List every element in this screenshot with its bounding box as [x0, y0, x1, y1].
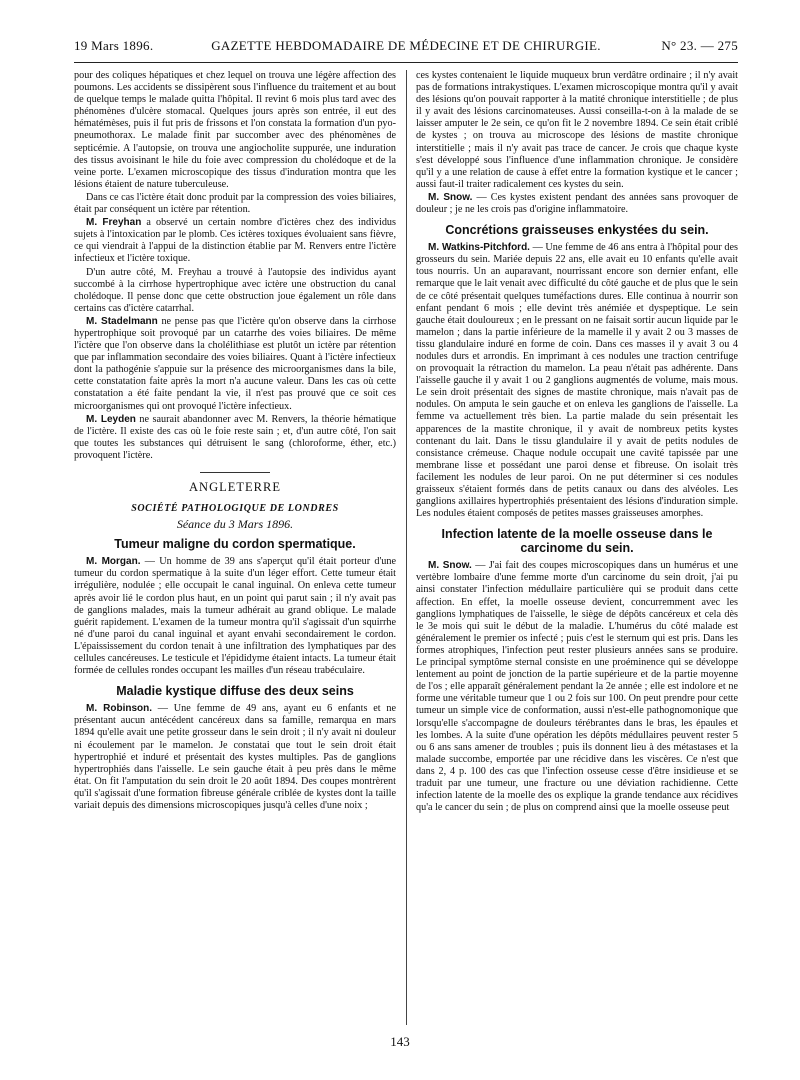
speaker-name: M. Morgan.	[86, 556, 141, 568]
paragraph	[416, 560, 738, 814]
speaker-name: M. Snow.	[428, 191, 473, 203]
left-column	[74, 70, 396, 1025]
header-date: 19 Mars 1896.	[74, 38, 154, 53]
header-rule	[74, 62, 738, 63]
society-heading: SOCIÉTÉ PATHOLOGIQUE DE LONDRES	[131, 503, 339, 515]
paragraph-text: — J'ai fait des coupes microscopiques dans un humérus et une vertèbre lombaire d'une femme morte d'un carcinome du sein droit, j'ai pu ainsi constater l'infection médullaire particulière qui se produit dans cette affection. En effet, la moelle osseuse devient, concurremment avec les ganglions lymphatiques de l'aisselle, le siège de dépôts cancéreux et cela dès le 3e mois qui suit le début de la maladie. L'humérus du côté malade est généralement le premier os infecté ; puis c'est le sternum qui est pris. Dans les formes atrophiques, l'infection peut rester plusieurs années sans se produire. Le principal symptôme sternal consiste en une proéminence qui se développe lentement au point de jonction de la partie supérieure et de la partie moyenne de l'os ; elle apparaît généralement pendant la 2e année ; elle est indolore et ne forme une véritable tumeur que 1 ou 2 fois sur 100. On peut prendre pour cette tumeur un simple vice de conformation, aussi n'est-elle pathognomonique que lorsqu'elle s'accompagne de douleurs térébrantes dans le bras, les épaules et les lombes. A la suite d'une opération les dépôts médullaires peuvent rester 5 ou 6 ans sans amener de troubles ; puis ils donnent lieu à des métastases et la malade succombe, emportée par une récidive dans les viscères. Ce n'est que dans 2, 4 p. 100 des cas que l'infection osseuse cesse d'être insidieuse et se traduit par une tumeur, une fracture ou une déviation rachidienne. Cette infection latente de la moelle des os explique la grande tendance aux récidives qu'a le cancer du sein ; de plus on comprend ainsi que la moelle osseuse peut	[416, 560, 738, 814]
paragraph-text: ne pense pas que l'ictère qu'on observe dans la cirrhose hypertrophique soit provoqué par un catarrhe des voies biliaires. De même l'ictère que l'on observe dans la cholélithiase est plutôt un ictère par rétention que par inflammation secondaire des voies biliaires. Quant à l'ictère infectieux dont la pathogénie s'appuie sur la présence des microorganismes dans la bile, cette constatation faite après la mort n'a aucune valeur. Dans les cas où cette constatation a été faite pendant la vie, il n'est pas prouvé que ce soit ces microorganismes qui ont provoqué l'ictère infectieux.	[74, 315, 396, 412]
paragraph: Dans ce cas l'ictère était donc produit par la compression des voies biliaires, était par conséquent un ictère par rétention.	[74, 191, 396, 216]
article-title: Tumeur maligne du cordon spermatique.	[114, 537, 356, 552]
paragraph	[416, 192, 738, 216]
paragraph-text: — Une femme de 49 ans, ayant eu 6 enfants et ne présentant aucun antécédent cancéreux dans sa famille, remarqua en mars 1894 qu'elle avait une petite grosseur dans le sein droit ; il n'y avait ni douleur ni écoulement par le mamelon. Je constatai que tout le sein droit était hypertrophié et induré et présentait des kystes multiples. Pas de ganglions hypertrophiés dans l'aisselle. Le sein gauche était à peu près dans le même état. On fit l'amputation du sein droit le 20 août 1894. Des coupes montrèrent qu'il s'agissait d'une formation fibreuse générale criblée de kystes dont la taille variait depuis des dimensions microscopiques jusqu'à celles d'une noix ;	[74, 703, 396, 811]
country-heading: ANGLETERRE	[189, 480, 281, 494]
article-title: Concrétions graisseuses enkystées du sein.	[445, 223, 709, 238]
speaker-name: M. Freyhan	[86, 217, 142, 229]
paragraph-text: — Une femme de 46 ans entra à l'hôpital pour des grosseurs du sein. Mariée depuis 22 ans, elle avait eu 10 enfants qu'elle avait tous nourris. Un an auparavant, nourrissant encore son dernier enfant, elle remarque que le lait venait avec difficulté du côté gauche et de plus que le sein de ce côté présentait quelques tuméfactions dures. Elle continua à nourrir son enfant pendant 6 mois ; elle devint très anémiée et dyspeptique. Le sein gauche était douloureux ; en le pressant on ne faisait sortir aucun liquide par le mamelon ; dans la partie inférieure de la mamelle il y avait 2 ou 3 masses de tissu glandulaire induré en forme de coin. Dans ces masses il y avait 3 ou 4 nodules durs et arrondis. En imprimant à ces nodules une traction centrifuge on provoquait la rétraction du mamelon. La peau n'était pas adhérente. Dans l'aisselle gauche il y avait 1 ou 2 ganglions augmentés de volume, mais mous. Le sein droit présentait des signes de mastite chronique, mais n'avait pas de nodules. On amputa le sein gauche et on enleva les ganglions de l'aisselle. La femme va actuellement très bien. La partie malade du sein présentait les apparences de la mastite chronique, il y avait de nombreux petits kystes contenant du lait. Dans le tissu glandulaire il y avait de petits nodules de consistance crémeuse. Chaque nodule occupait une cavité tapissée par une membrane lisse et possédant une paroi dense et fibreuse. On isolait très facilement les nodules de leur paroi. On ne put déterminer si ces nodules graisseux s'étaient formés dans de petits canaux ou dans des alvéoles. Les ganglions axillaires hypertrophiés présentaient des lésions d'induration simple. Les nodules étaient composés de petites masses graisseuses amorphes.	[416, 242, 738, 520]
session-date: Séance du 3 Mars 1896.	[176, 517, 294, 532]
paragraph	[74, 414, 396, 462]
header-issue-page: N° 23. — 275	[661, 38, 738, 53]
paragraph	[74, 217, 396, 265]
page-number: 143	[390, 1034, 410, 1049]
header-journal-title: GAZETTE HEBDOMADAIRE DE MÉDECINE ET DE CHIRURGIE.	[211, 38, 601, 53]
paragraph-text: — Un homme de 39 ans s'aperçut qu'il était porteur d'une tumeur du cordon spermatique à la suite d'un léger effort. Cette tumeur était irrégulière, nodulée ; elle occupait le canal inguinal. On enleva cette tumeur après avoir lié le cordon plus haut, en un point qui parut sain ; il n'y avait pas de ganglions malades, mais la tumeur adhérait au grand oblique. Le malade guérit rapidement. L'examen de la tumeur montra qu'il s'agissait d'un squirrhe né d'une paroi du canal inguinal et ayant envahi secondairement le cordon. L'épaississement du cordon tenait à une infiltration des lymphatiques par des cellules cancéreuses. Le testicule et l'épididyme étaient intacts. La tumeur était formée de cellules rondes occupant les mailles d'un réseau trabéculaire.	[74, 556, 396, 677]
speaker-name: M. Robinson.	[86, 703, 153, 715]
paragraph	[74, 556, 396, 677]
article-title: Infection latente de la moelle osseuse dans le carcinome du sein.	[441, 527, 713, 556]
paragraph-text: ne saurait abandonner avec M. Renvers, la théorie hématique de l'ictère. Il existe des cas où le foie reste sain ; et, d'un autre côté, l'on sait que toutes les substances qui détruisent le sang (chloroforme, éther, etc.) provoquent l'ictère.	[74, 413, 396, 461]
paragraph: pour des coliques hépatiques et chez lequel on trouva une légère affection des poumons. Les accidents se dissipèrent sous l'influence du traitement et au bout de quelque temps le malade quitta l'hôpital. Il revint 6 mois plus tard avec des phénomènes d'ulcère stomacal. Quelques jours après son entrée, il eut des hématémèses, puis il fut pris de frissons et l'on constata la formation d'un pyo-pneumothorax. Le malade finit par succomber avec des phénomènes de septicémie. A l'autopsie, on trouva une angiocholite suppurée, une induration des tissus avoisinant le hile du foie avec compression du cholédoque et de la veine porte. L'examen microscopique des tissus d'induration montra que les lésions étaient de nature tuberculeuse.	[74, 70, 396, 190]
paragraph	[416, 242, 738, 520]
paragraph: ces kystes contenaient le liquide muqueux brun verdâtre ordinaire ; il n'y avait pas de formations intrakystiques. L'examen microscopique montra qu'il y avait des lésions qu'on pouvait rapporter à la matité chronique interstitielle ; de plus il y avait des lésions carcinomateuses. Aussi conseilla-t-on à la malade de se laisser amputer le 2e sein, ce qu'on fit le 2 novembre 1894. Ce sein était criblé de kystes ; on trouva au microscope des lésions de mastite chronique interstitielle ; mais il n'y avait pas trace de cancer. Je crois que chaque kyste s'est développé sous l'influence d'une inflammation chronique. Je considère qu'il y a une relation de cause à effet entre la formation kystique et le cancer ; aussi faut-il traiter radicalement ces kystes du sein.	[416, 70, 738, 190]
paragraph	[74, 703, 396, 812]
speaker-name: M. Snow.	[428, 560, 472, 572]
paragraph-text: a observé un certain nombre d'ictères chez des individus sujets à l'intoxication par le plomb. Ces ictères toxiques évoluaient sans fièvre, ce qui viendrait à l'appui de la distinction établie par M. Renvers entre l'ictère infectieux et l'ictère toxique.	[74, 217, 396, 265]
speaker-name: M. Watkins-Pitchford.	[428, 242, 530, 254]
paragraph: D'un autre côté, M. Freyhau a trouvé à l'autopsie des individus ayant succombé à la cirrhose hypertrophique avec ictère une obstruction du canal cholédoque. Il pense donc que cette obstruction joue également un rôle dans certains cas d'ictère catarrhal.	[74, 266, 396, 314]
running-header	[74, 38, 738, 60]
paragraph	[74, 316, 396, 413]
speaker-name: M. Stadelmann	[86, 315, 158, 327]
column-separator	[406, 70, 407, 1025]
article-title: Maladie kystique diffuse des deux seins	[116, 684, 354, 699]
speaker-name: M. Leyden	[86, 413, 136, 425]
paragraph-text: — Ces kystes existent pendant des années sans provoquer de douleur ; je ne les crois pas d'origine inflammatoire.	[416, 191, 738, 216]
section-divider	[200, 472, 270, 473]
right-column	[416, 70, 738, 1025]
